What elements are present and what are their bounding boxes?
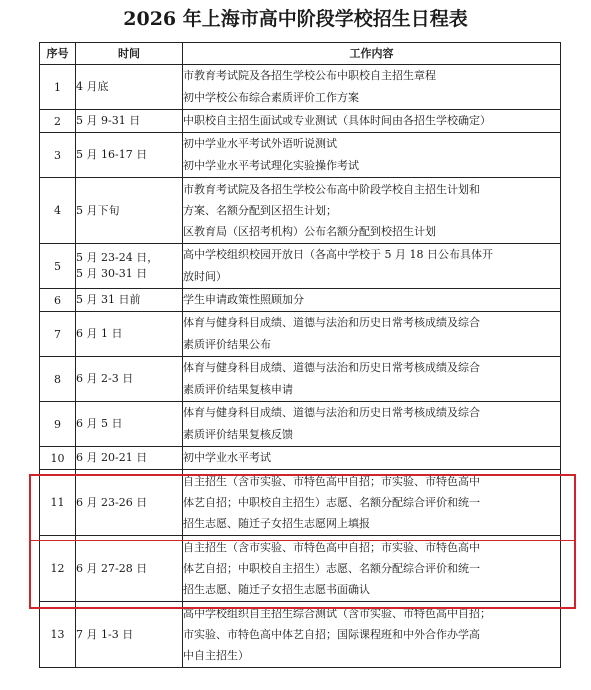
table-row [40, 536, 561, 602]
row-number: 11 [40, 470, 76, 536]
row-number: 5 [40, 244, 76, 289]
row-number: 6 [40, 289, 76, 312]
time-line: 6 月 27-28 日 [76, 561, 148, 575]
time-line: 6 月 23-26 日 [76, 495, 148, 509]
schedule-table [39, 42, 561, 668]
row-number: 10 [40, 447, 76, 470]
row-time [76, 133, 183, 178]
task-line: 体育与健身科目成绩、道德与法治和历史日常考核成绩及综合 [183, 361, 480, 374]
row-task [183, 244, 561, 289]
time-line: 6 月 20-21 日 [76, 451, 148, 464]
row-number: 13 [40, 602, 76, 668]
row-number: 2 [40, 110, 76, 133]
row-number: 1 [40, 65, 76, 110]
row-task [183, 357, 561, 402]
row-time [76, 602, 183, 668]
task-line: 放时间） [183, 270, 227, 283]
task-line: 体育与健身科目成绩、道德与法治和历史日常考核成绩及综合 [183, 316, 480, 329]
task-line: 素质评价结果复核反馈 [183, 428, 293, 441]
row-number: 12 [40, 536, 76, 602]
table-row [40, 357, 561, 402]
row-number: 8 [40, 357, 76, 402]
table-row [40, 110, 561, 133]
row-time [76, 312, 183, 357]
row-number: 7 [40, 312, 76, 357]
time-line: 5 月 30-31 日 [76, 267, 148, 280]
page-title: 2026 年上海市高中阶段学校招生日程表 [123, 8, 468, 30]
task-line: 素质评价结果公布 [183, 338, 271, 351]
row-task [183, 178, 561, 244]
task-line: 招生志愿、随迁子女招生志愿书面确认 [183, 583, 370, 596]
table-row [40, 602, 561, 668]
row-task [183, 536, 561, 602]
row-number: 3 [40, 133, 76, 178]
header-time: 时间 [76, 43, 183, 65]
row-time [76, 244, 183, 289]
time-line: 5 月 31 日前 [76, 293, 141, 306]
table-row [40, 470, 561, 536]
task-line: 中职校自主招生面试或专业测试（具体时间由各招生学校确定） [183, 114, 491, 127]
task-line: 高中学校组织自主招生综合测试（含市实验、市特色高中自招； [183, 607, 491, 620]
row-time [76, 447, 183, 470]
task-line: 初中学业水平考试外语听说测试 [183, 137, 337, 150]
table-row [40, 312, 561, 357]
row-task [183, 289, 561, 312]
row-task [183, 447, 561, 470]
task-line: 市教育考试院及各招生学校公布中职校自主招生章程 [183, 69, 436, 82]
time-line: 6 月 5 日 [76, 417, 123, 430]
table-row [40, 289, 561, 312]
task-line: 市实验、市特色高中体艺自招；国际课程班和中外合作办学高 [183, 628, 480, 641]
row-task [183, 402, 561, 447]
row-task [183, 470, 561, 536]
row-number: 9 [40, 402, 76, 447]
row-time [76, 65, 183, 110]
table-body [40, 65, 561, 668]
row-time [76, 289, 183, 312]
row-time [76, 357, 183, 402]
task-line: 自主招生（含市实验、市特色高中自招；市实验、市特色高中 [183, 475, 480, 488]
table-row [40, 447, 561, 470]
task-line: 高中学校组织校园开放日（各高中学校于 5 月 18 日公布具体开 [183, 248, 493, 261]
time-line: 5 月 9-31 日 [76, 114, 141, 127]
task-line: 体艺自招；中职校自主招生）志愿、名额分配综合评价和统一 [183, 562, 480, 575]
table-row [40, 133, 561, 178]
row-task [183, 65, 561, 110]
time-line: 5 月 16-17 日 [76, 148, 148, 161]
time-line: 4 月底 [76, 80, 109, 93]
task-line: 方案、名额分配到区招生计划； [183, 204, 337, 217]
task-line: 体育与健身科目成绩、道德与法治和历史日常考核成绩及综合 [183, 406, 480, 419]
table-header-row [40, 43, 561, 65]
row-time [76, 110, 183, 133]
time-line: 5 月下旬 [76, 203, 120, 217]
time-line: 7 月 1-3 日 [76, 627, 134, 641]
task-line: 区教育局（区招考机构）公布名额分配到校招生计划 [183, 225, 436, 238]
row-number: 4 [40, 178, 76, 244]
row-task [183, 110, 561, 133]
time-line: 6 月 1 日 [76, 327, 123, 340]
row-time [76, 402, 183, 447]
row-task [183, 602, 561, 668]
header-task: 工作内容 [183, 43, 561, 65]
task-line: 初中学业水平考试理化实验操作考试 [183, 159, 359, 172]
task-line: 市教育考试院及各招生学校公布高中阶段学校自主招生计划和 [183, 183, 480, 196]
table-row [40, 244, 561, 289]
task-line: 体艺自招；中职校自主招生）志愿、名额分配综合评价和统一 [183, 496, 480, 509]
row-task [183, 133, 561, 178]
task-line: 初中学业水平考试 [183, 451, 271, 464]
task-line: 招生志愿、随迁子女招生志愿网上填报 [183, 517, 370, 530]
time-line: 6 月 2-3 日 [76, 372, 134, 385]
row-time [76, 470, 183, 536]
row-time [76, 178, 183, 244]
table-row [40, 178, 561, 244]
task-line: 素质评价结果复核申请 [183, 383, 293, 396]
table-row [40, 402, 561, 447]
task-line: 自主招生（含市实验、市特色高中自招；市实验、市特色高中 [183, 541, 480, 554]
table-row [40, 65, 561, 110]
row-task [183, 312, 561, 357]
header-no: 序号 [40, 43, 76, 65]
time-line: 5 月 23-24 日， [76, 251, 159, 264]
task-line: 学生申请政策性照顾加分 [183, 293, 304, 306]
row-time [76, 536, 183, 602]
task-line: 初中学校公布综合素质评价工作方案 [183, 91, 359, 104]
task-line: 中自主招生） [183, 649, 249, 662]
